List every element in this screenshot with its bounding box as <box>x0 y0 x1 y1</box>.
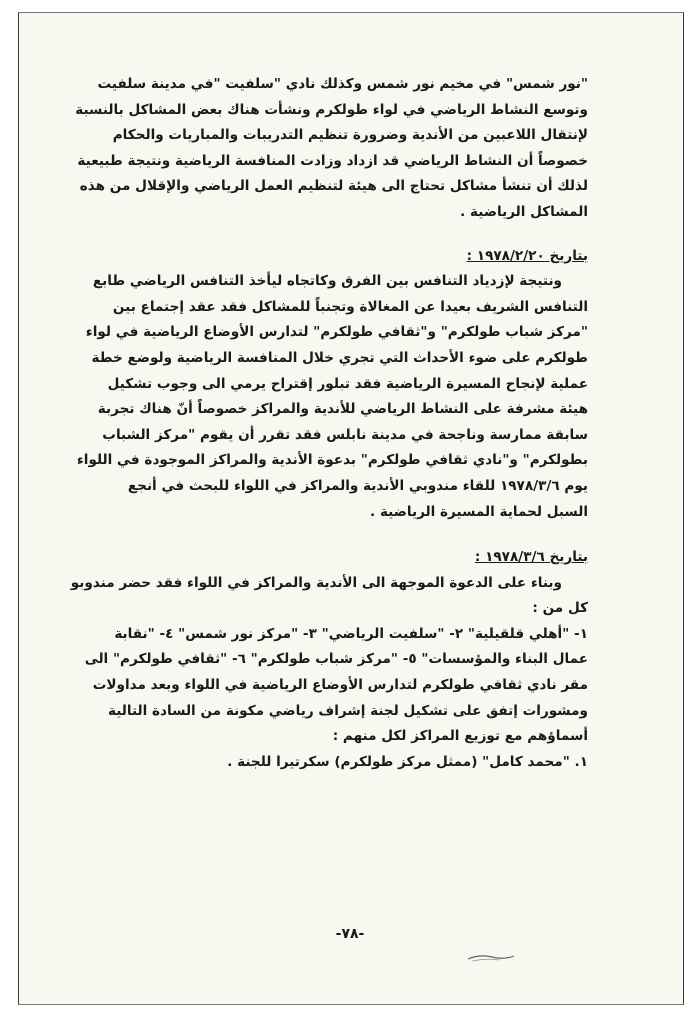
paragraph1-line: لإنتقال اللاعبين من الأندية وضرورة تنظيم التدريبات والمباريات والحكام <box>112 127 588 144</box>
document-body <box>66 72 588 775</box>
paragraph1-line: خصوصاً أن النشاط الرياضي قد ازداد وزادت المنافسة الرياضية ونتيجة طبيعية <box>77 152 588 169</box>
paragraph3-line: أسماؤهم مع توزيع المراكز لكل منهم : <box>332 728 588 745</box>
paragraph1-line: "نور شمس" في مخيم نور شمس وكذلك نادي "سلفيت "في مدينة سلفيت <box>97 76 588 92</box>
paragraph2-line: "مركز شباب طولكرم" و"ثقافي طولكرم" لتدارس الأوضاع الرياضية في لواء <box>85 324 588 341</box>
paragraph2-line: عملية لإنجاح المسيرة الرياضية فقد تبلور إقتراح يرمي الى وجوب تشكيل <box>107 375 588 392</box>
pencil-mark-icon <box>466 950 516 964</box>
paragraph2-line: السبل لحماية المسيرة الرياضية . <box>370 503 588 520</box>
paragraph1-line: المشاكل الرياضية . <box>460 203 588 220</box>
paragraph3-line: وبناء على الدعوة الموجهة الى الأندية والمراكز في اللواء فقد حضر مندوبو <box>70 574 562 591</box>
paragraph3-line: مقر نادي ثقافي طولكرم لتدارس الأوضاع الرياضية في اللواء وبعد مداولات <box>92 677 588 694</box>
paragraph2-line: سابقة ممارسة وناجحة في مدينة نابلس فقد تقرر أن يقوم "مركز الشباب <box>102 426 588 443</box>
paragraph1-line: وتوسع النشاط الرياضي في لواء طولكرم ونشأت هناك بعض المشاكل بالنسبة <box>75 101 588 118</box>
paragraph3-line: ١- "أهلي قلقيلية" ٢- "سلفيت الرياضي" ٣- "مركز نور شمس" ٤- "نقابة <box>114 625 588 642</box>
section-date-heading: بتاريخ ١٩٧٨/٢/٢٠ : <box>466 247 588 264</box>
paragraph2-line: ونتيجة لإزدياد التنافس بين الفرق وكاتجاه ليأخذ التنافس الرياضي طابع <box>92 273 562 290</box>
paragraph2-line: بطولكرم" و"نادي ثقافي طولكرم" بدعوة الأندية والمراكز الموجودة في اللواء <box>76 452 588 469</box>
page-number: -٧٨- <box>335 926 365 942</box>
paragraph3-line: ومشورات إتفق على تشكيل لجنة إشراف رياضي مكونة من السادة التالية <box>107 702 588 719</box>
paragraph1-line: لذلك أن تنشأ مشاكل تحتاج الى هيئة لتنظيم العمل الرياضي والإقلال من هذه <box>79 178 588 195</box>
section-date-heading: بتاريخ ١٩٧٨/٣/٦ : <box>474 549 588 566</box>
paragraph3-line: كل من : <box>532 600 588 617</box>
paragraph3-line: عمال البناء والمؤسسات" ٥- "مركز شباب طولكرم" ٦- "ثقافي طولكرم" الى <box>84 651 588 668</box>
paragraph3-line: ١. "محمد كامل" (ممثل مركز طولكرم) سكرتيرا للجنة . <box>227 753 588 770</box>
paragraph2-line: التنافس الشريف بعيدا عن المغالاة وتجنباً للمشاكل فقد عقد إجتماع بين <box>112 298 588 315</box>
paragraph2-line: هيئة مشرفة على النشاط الرياضي للأندية والمراكز خصوصاً أنّ هناك تجربة <box>97 401 588 418</box>
paragraph2-line: طولكرم على ضوء الأحداث التي تجري خلال المنافسة الرياضية ولوضع خطة <box>91 349 588 366</box>
paragraph2-line: يوم ١٩٧٨/٣/٦ للقاء مندوبي الأندية والمراكز في اللواء للبحث في أنجع <box>127 477 588 494</box>
